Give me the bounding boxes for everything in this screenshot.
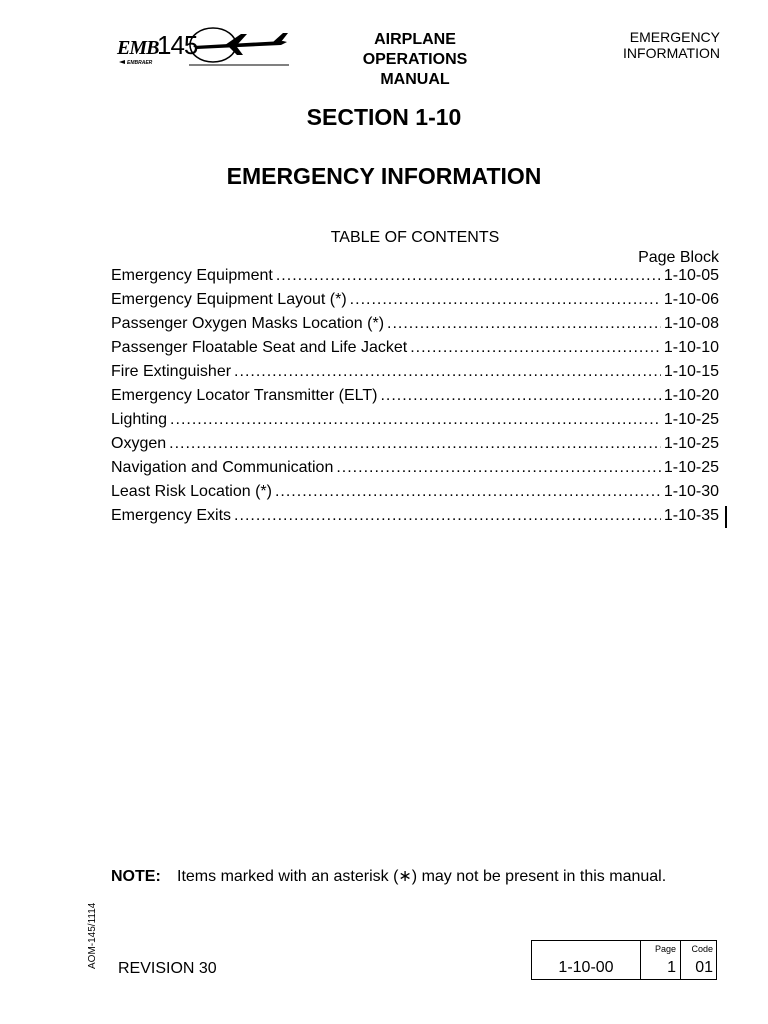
- toc-entry-page: 1-10-25: [663, 435, 719, 452]
- toc-entry-page: 1-10-35: [663, 507, 719, 524]
- page-identification-box: [531, 940, 717, 980]
- toc-leader-dots: [336, 456, 661, 480]
- note-label: NOTE:: [111, 868, 161, 885]
- toc-entry-page: 1-10-30: [663, 483, 719, 500]
- toc-entry: [111, 504, 719, 528]
- manual-title: AIRPLANE OPERATIONS MANUAL: [362, 31, 468, 88]
- toc-entry-title: Emergency Exits: [111, 507, 232, 524]
- toc-leader-dots: [276, 264, 661, 288]
- revision-number: REVISION 30: [118, 960, 217, 977]
- toc-entry-title: Passenger Oxygen Masks Location (*): [111, 315, 385, 332]
- toc-entry-page: 1-10-25: [663, 411, 719, 428]
- header-section-name: EMERGENCY INFORMATION: [623, 29, 720, 61]
- svg-text:EMBRAER: EMBRAER: [127, 60, 153, 66]
- toc-entry: [111, 480, 719, 504]
- toc-entry: [111, 384, 719, 408]
- toc-entry-page: 1-10-05: [663, 267, 719, 284]
- page-title: EMERGENCY INFORMATION: [226, 163, 542, 189]
- document-code: AOM-145/1114: [87, 902, 98, 969]
- note-text: Items marked with an asterisk (∗) may not be present in this manual.: [177, 868, 667, 885]
- toc-entry-title: Emergency Equipment Layout (*): [111, 291, 347, 308]
- page-block-column-label: Page Block: [638, 249, 719, 266]
- toc-leader-dots: [169, 432, 661, 456]
- toc-leader-dots: [387, 312, 661, 336]
- footer-code: [681, 941, 717, 979]
- table-of-contents: [111, 264, 719, 528]
- toc-entry-page: 1-10-10: [663, 339, 719, 356]
- revision-change-bar: [725, 506, 727, 528]
- toc-leader-dots: [380, 384, 660, 408]
- toc-entry-page: 1-10-08: [663, 315, 719, 332]
- toc-entry: [111, 360, 719, 384]
- toc-entry: [111, 408, 719, 432]
- embraer-logo: [113, 25, 291, 69]
- svg-text:EMB: EMB: [117, 37, 159, 59]
- toc-leader-dots: [275, 480, 661, 504]
- page-label: Page: [654, 944, 676, 954]
- toc-entry-title: Navigation and Communication: [111, 459, 334, 476]
- note: [111, 867, 719, 886]
- toc-entry-title: Lighting: [111, 411, 168, 428]
- footer-page: [640, 941, 681, 979]
- toc-entry-title: Passenger Floatable Seat and Life Jacket: [111, 339, 408, 356]
- code-label: Code: [691, 944, 713, 954]
- toc-leader-dots: [350, 288, 661, 312]
- section-title: SECTION 1-10: [306, 104, 462, 130]
- toc-entry-page: 1-10-06: [663, 291, 719, 308]
- toc-entry: [111, 264, 719, 288]
- toc-entry: [111, 312, 719, 336]
- toc-heading: TABLE OF CONTENTS: [330, 229, 500, 246]
- toc-leader-dots: [410, 336, 661, 360]
- toc-entry-title: Emergency Equipment: [111, 267, 273, 284]
- toc-entry: [111, 432, 719, 456]
- toc-entry: [111, 456, 719, 480]
- toc-entry-page: 1-10-15: [663, 363, 719, 380]
- toc-entry-page: 1-10-25: [663, 459, 719, 476]
- page-number: 1: [667, 959, 676, 976]
- toc-entry-title: Fire Extinguisher: [111, 363, 232, 380]
- svg-text:145: 145: [157, 30, 198, 60]
- toc-entry: [111, 336, 719, 360]
- toc-leader-dots: [170, 408, 661, 432]
- toc-entry-page: 1-10-20: [663, 387, 719, 404]
- code-value: 01: [695, 959, 713, 976]
- toc-entry-title: Least Risk Location (*): [111, 483, 272, 500]
- toc-entry-title: Oxygen: [111, 435, 167, 452]
- toc-leader-dots: [234, 360, 661, 384]
- toc-entry: [111, 288, 719, 312]
- toc-leader-dots: [234, 504, 661, 528]
- footer-page-block: 1-10-00: [532, 941, 641, 979]
- toc-entry-title: Emergency Locator Transmitter (ELT): [111, 387, 378, 404]
